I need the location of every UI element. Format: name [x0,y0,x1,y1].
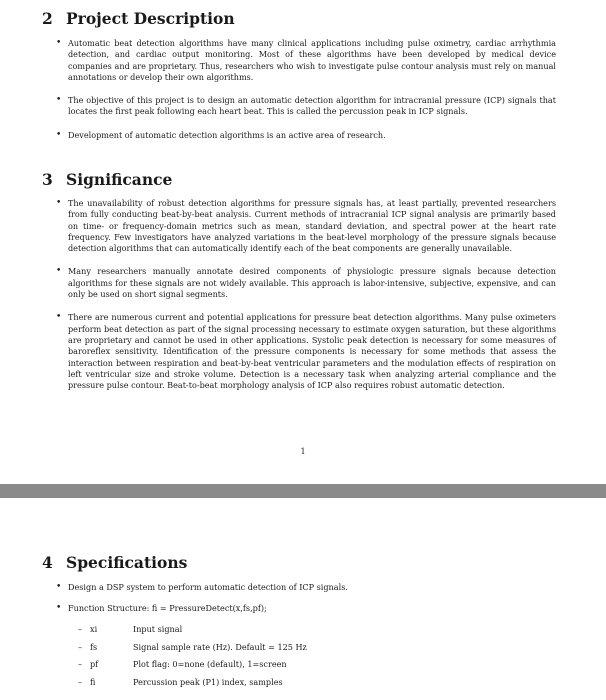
dash-marker: – [78,676,83,687]
param-name: fs [90,641,98,652]
significance-bullets [56,198,556,391]
list-item: • Design a DSP system to perform automatic detection of ICP signals. [56,582,556,593]
specifications-bullets [56,582,556,615]
list-item: • Automatic beat detection algorithms have many clinical applications including pulse oximetry, cardiac arrhythmia detection, and cardiac output monitoring. Most of these algorithms have been developed by medical device companies and are proprietary. Thus, researchers who wish to investigate pulse contour analysis must rely on manual annotations or develop their own algorithms. [56,38,556,83]
dash-marker: – [78,659,83,669]
list-item: • Development of automatic detection algorithms is an active area of research. [56,130,556,141]
list-item: • Function Structure: fi = PressureDetect(x,fs,pf); [56,603,556,614]
param-name: fi [90,676,96,687]
param-description: Signal sample rate (Hz). Default = 125 Hz [133,641,307,652]
dash-marker: – [78,624,83,634]
dash-marker: – [78,641,83,652]
param-description: Input signal [133,624,183,634]
section-heading-project-description [42,9,235,28]
section-number: 4 [42,553,53,572]
page-divider [0,484,606,498]
param-name: xi [90,624,98,634]
page-number: 1 [300,447,306,456]
param-name: pf [90,659,99,669]
param-description: Plot flag: 0=none (default), 1=screen [133,659,287,669]
list-item: • The objective of this project is to design an automatic detection algorithm for intracranial pressure (ICP) signals that locates the first peak following each heart beat. This is called the percussion peak in ICP signals. [56,95,556,118]
document-page-2 [0,498,606,700]
section-number: 3 [42,170,53,189]
list-item: • Many researchers manually annotate desired components of physiologic pressure signals because detection algorithms for these signals are not widely available. This approach is labor-intensive, subjective, expensive, and can only be used on short signal segments. [56,266,556,300]
list-item: • There are numerous current and potential applications for pressure beat detection algorithms. Many pulse oximeters perform beat detection as part of the signal processing necessary to estimate oxygen saturation, but these algorithms are proprietary and cannot be used in other applications. Systolic peak detection is necessary for some measures of baroreflex sensitivity. Identification of the pressure components is necessary for some methods that assess the interaction between respiration and beat-by-beat ventricular parameters and the modulation effects of respiration on left ventricular size and stroke volume. Detection is a necessary task when analyzing arterial compliance and the pressure pulse contour. Beat-to-beat morphology analysis of ICP also requires robust automatic detection. [56,312,556,391]
section-title: Project Description [66,9,235,28]
list-item: • The unavailability of robust detection algorithms for pressure signals has, at least partially, prevented researchers from fully conducting beat-by-beat analysis. Current methods of intracranial ICP signal analysis are primarily based on time- or frequency-domain metrics such as mean, standard deviation, and spectral power at the heart rate frequency. Few investigators have analyzed variations in the beat-level morphology of the pressure signals because detection algorithms that can automatically identify each of the beat components are generally unavailable. [56,198,556,254]
section-heading-specifications [42,553,187,572]
section-heading-significance [42,170,172,189]
section-number: 2 [42,9,53,28]
section-title: Significance [66,170,173,189]
section-title: Specifications [66,553,188,572]
project-description-bullets [56,38,556,141]
param-description: Percussion peak (P1) index, samples [133,676,283,687]
